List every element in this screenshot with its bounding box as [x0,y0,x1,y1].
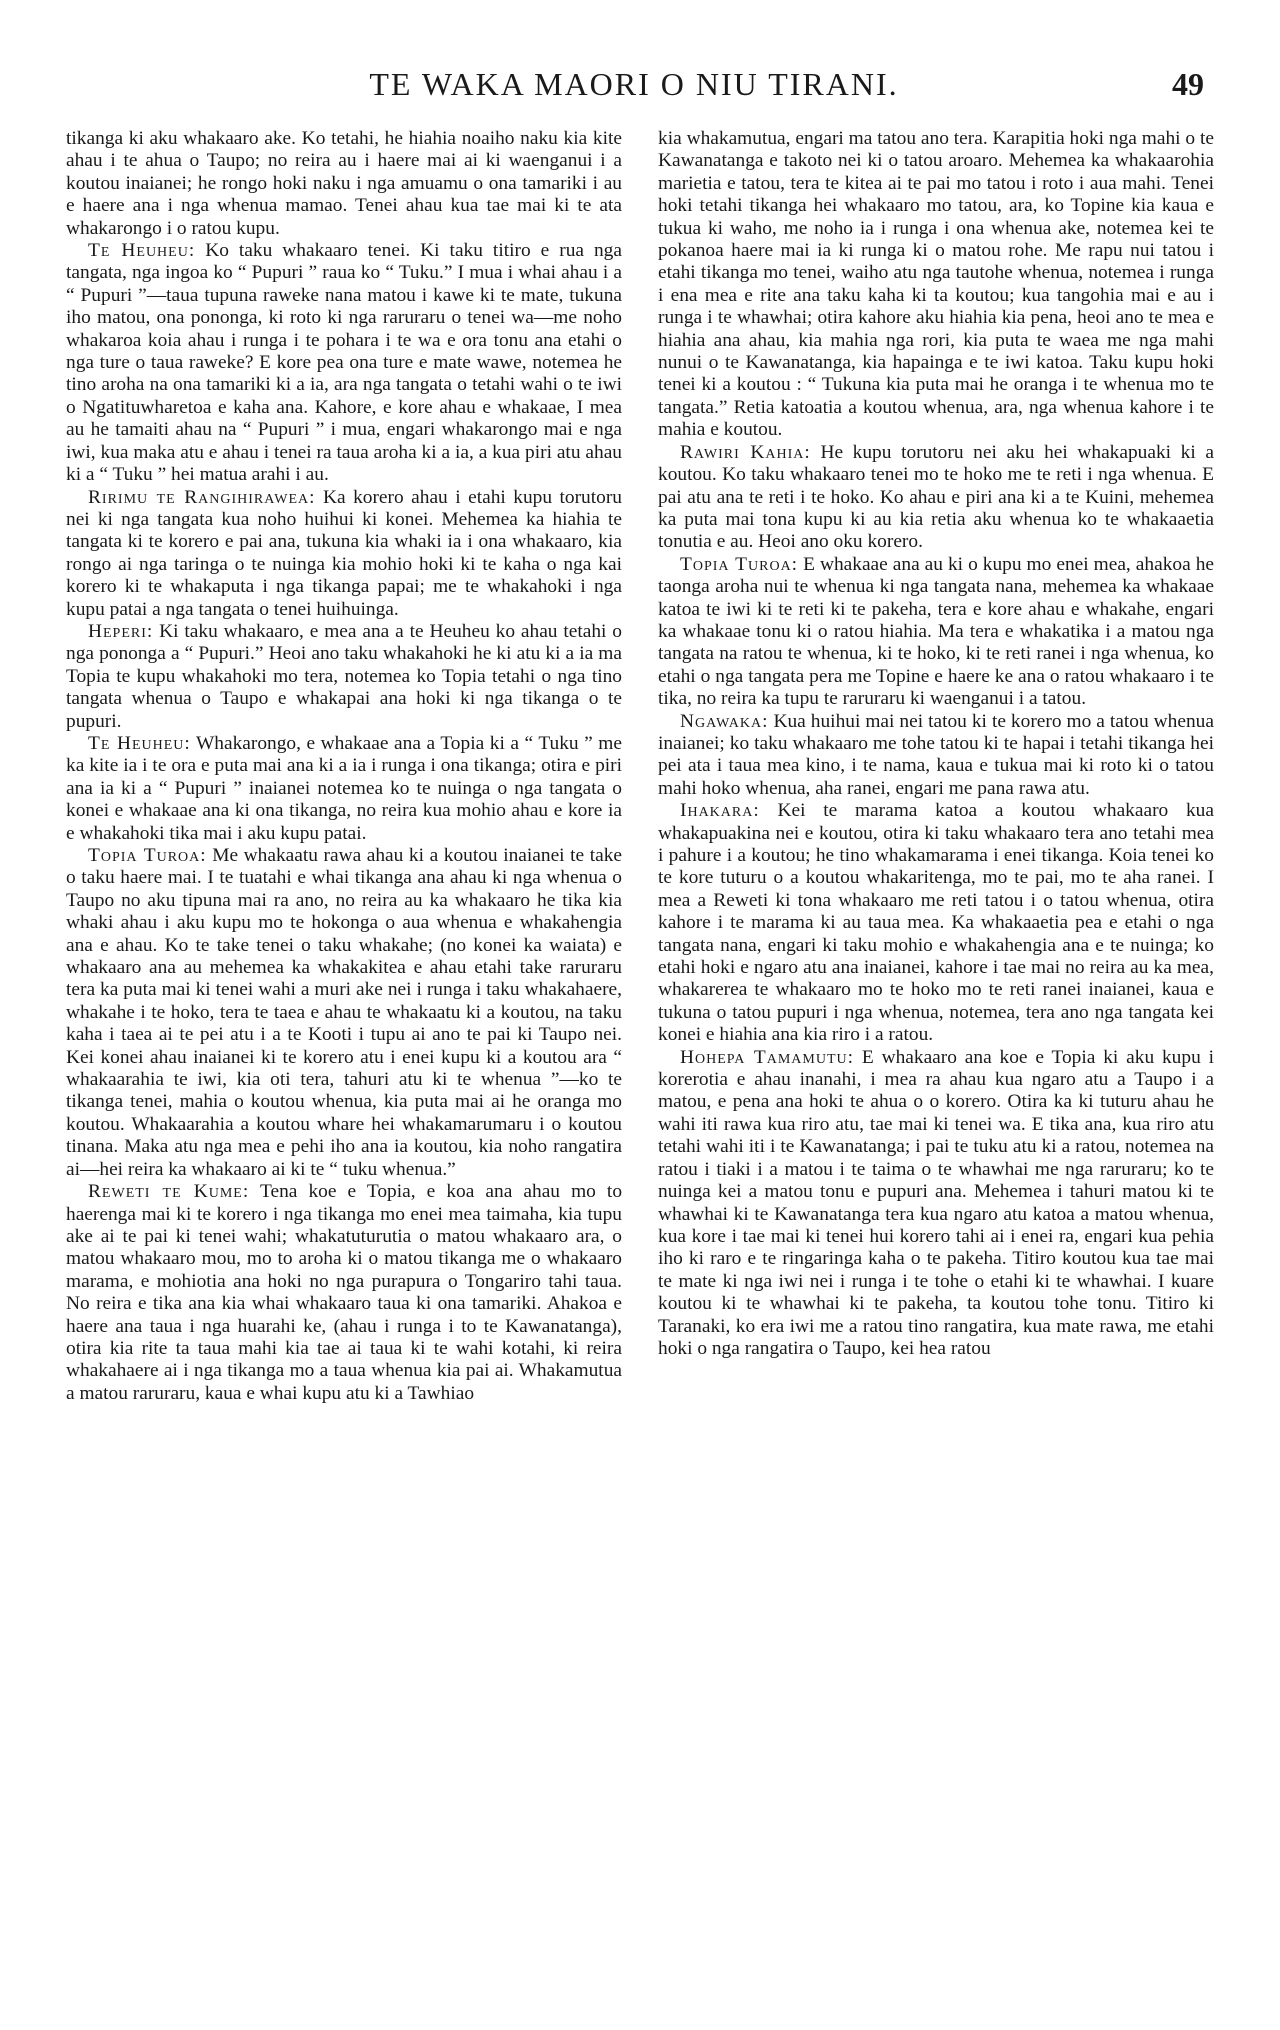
paragraph-text: Tena koe e Topia, e koa ana ahau mo to haerenga mai ki te korero i nga tikanga mo enei mea taimaha, kia tupu ake ai te pai ki tenei wahi; whakatuturutia o matou whakaaro ara, o matou whakaaro mou, mo to aroha ki o matou tikanga me o whakaaro marama, e mohiotia ana hoki no nga purapura o Tongariro tahi taua. No reira e tika ana kia whai whakaaro taua ki ona tamariki. Ahakoa e haere ana taua i nga huarahi ke, (ahau i runga i to te Kawanatanga), otira kia rite ta taua mahi kia tae ai taua ki te wahi kotahi, ki reira whakahaere ai i nga tikanga mo a taua whenua kia pai ai. Whakamutua a matou raruraru, kaua e whai kupu atu ki a Tawhiao [66,1181,623,1404]
paragraph-text: Ko taku whakaaro tenei. Ki taku titiro e rua nga tangata, nga ingoa ko “ Pupuri ” raua ko “ Tuku.” I mua i whai ahau i a “ Pupuri ”—taua tupuna raweke nana matou i kawe ki te mate, tukuna iho matou, ona pononga, ki roto ki nga raruraru o tenei wa—me noho whakaroa koia ahau i runga i te pohara i te wa e ora tonu ana etahi o nga ture o taua raweke? E kore pea ona ture e mate wawe, notemea he tino aroha na ona tamariki ki a ia, ara nga tangata o tetahi wahi o te iwi o Ngatituwharetoa e kaha ana. Kahore, e kore ahau e whakaae, I mea au he tamaiti ahau na “ Pupuri ” i mua, engari whakarongo mai e nga iwi, kua maka atu e ahau i tenei ra taua aroha ki a ia, a kua piri atu ahau ki a “ Tuku ” hei matua arahi i au. [66,240,622,486]
speaker-name: Heperi: [88,620,154,642]
paragraph-text: E whakaaro ana koe e Topia ki aku kupu i korerotia e ahau inanahi, i mea ra ahau kua ngaro atu a Taupo i a matou, e pena ana hoki te ahua o o korero. Otira ka ki tuturu ahau he wahi iti rawa kua riro atu, tae mai ki tenei wa. E tika ana, kua riro atu tetahi wahi iti i te Kawanatanga; i pai te tuku atu ki a ratou, notemea na ratou i tiaki i a matou i te taima o te whawhai me nga raruraru; ko te nuinga kei a matou tonu e pupuri ana. Mehemea i tahuri matou ki te whawhai ki te Kawanatanga tera kua ngaro atu katoa a matou whenua, kua kore i tae mai ki tenei hui korero tahi ai i enei ra, engari kua pehia iho ki raro e te ringaringa kaha o te pakeha. Titiro koutou kua tae mai te mate ki nga iwi nei i runga i te tohe o etahi ki te whawhai. I kuare koutou ki te whawhai ki te pakeha, ta koutou tohe tonu. Titiro ki Taranaki, ko era iwi me a ratou tino rangatira, kua mate rawa, me etahi hoki o nga rangatira o Taupo, kei hea ratou [658,1046,1214,1359]
paragraph-text: Ki taku whakaaro, e mea ana a te Heuheu ko ahau tetahi o nga pononga a “ Pupuri.” Heoi ano taku whakahoki he ki atu ki a ia ma Topia te kupu whakahoki mo tera, notemea ko Topia tetahi o nga tino tangata whenua o Taupo e whakapai ana hoki ki nga tikanga o te pupuri. [66,620,622,732]
speaker-name: Reweti te Kume: [88,1181,250,1203]
speaker-name: Topia Turoa: [680,553,799,575]
paragraph-text: Kua huihui mai nei tatou ki te korero mo a tatou whenua inaianei; ko taku whakaaro me tohe tatou ki te hapai i tetahi tikanga hei pei ata i taua mea kino, i te nama, kaua e tukua mai ki roto ki o tatou mahi hoko whenua, aha ranei, engari me pana rawa atu. [658,710,1214,799]
speaker-name: Te Heuheu: [88,732,191,754]
paragraph [658,800,1214,1046]
paragraph-text: Ka korero ahau i etahi kupu torutoru nei ki nga tangata kua noho huihui ki konei. Mehemea ka hiahia te tangata ki te korero e pai ana, tukuna kia whaki ia i ona whakaaro, kia rongo ai nga taringa o te nuinga kia mohio hoki ki te kaha o nga kai korero ki te whakaputa i nga tikanga papai; me te whakahoki i nga kupu patai a nga tangata o tenei huihuinga. [66,486,622,620]
paragraph-text: He kupu torutoru nei aku hei whakapuaki ki a koutou. Ko taku whakaaro tenei mo te hoko me te reti i nga whenua. E pai atu ana te reti i te hoko. Ko ahau e piri ana ki a te Kuini, mehemea ka puta mai tona kupu ki au kia retia aku whenua ko te whakaaetia tonutia e au. Heoi ano oku korero. [658,441,1214,553]
paragraph [66,733,622,845]
paragraph [66,487,622,621]
speaker-name: Topia Turoa: [88,845,207,866]
left-column [66,128,622,1405]
paragraph-text: tikanga ki aku whakaaro ake. Ko tetahi, he hiahia noaiho naku kia kite ahau i te ahua o Taupo; no reira au i haere mai ai ki waenganui i a koutou inaianei; he rongo hoki naku i nga amuamu o ona tamariki i au e haere ana i nga whenua mamao. Tenei ahau kua tae mai ki te ata whakarongo i o ratou kupu. [66,128,622,239]
paragraph [66,1181,622,1405]
paragraph [66,128,622,240]
page-number: 49 [1172,66,1204,102]
speaker-name: Ngawaka: [680,710,769,732]
paragraph-text: kia whakamutua, engari ma tatou ano tera. Karapitia hoki nga mahi o te Kawanatanga e takoto nei ki o tatou aroaro. Mehemea ka whakaarohia marietia e tatou, tera te kitea ai te pai mo tatou i roto i aua mahi. Tenei hoki tetahi tikanga hei whakaaro mo tatou, ara, ko Topine kia kaua e tukua ki waho, me noho ia i runga i ona whenua ake, notemea kei te pokanoa haere mai ia ki runga ki o matou rohe. Me rapu nui tatou i etahi tikanga mo tenei, waiho atu nga tautohe whenua, notemea i runga i ena mea e rite ana taku kaha ki ta koutou; kua tangohia mai e au i runga i te whawhai; otira kahore aku hiahia kia pena, heoi ano te mea e hiahia ana ahau, kia mahia nga rori, kia puta te waea me nga mahi nunui o te Kawanatanga, kia hapainga e te iwi katoa. Taku kupu hoki tenei ki a koutou : “ Tukuna kia puta mai he oranga i te whenua mo te tangata.” Retia katoatia a koutou whenua, ara, nga whenua kahore i te mahia e koutou. [658,128,1214,441]
paragraph-text: Whakarongo, e whakaae ana a Topia ki a “ Tuku ” me ka kite ia i te ora e puta mai ana ki a ia i runga i ona tikanga; otira e piri ana ia ki a “ Pupuri ” inaianei notemea ko te nuinga o nga tangata o konei e whakaae ana ki ona tikanga, no reira kua mohio ahau e kore ia e whakahoki tika mai i aku kupu patai. [66,732,622,844]
paragraph-text: Kei te marama katoa a koutou whakaaro kua whakapuakina nei e koutou, otira ki taku whakaaro tera ano tetahi mea i pahure i a koutou; he tino whakamarama i enei tikanga. Koia tenei ko te kore tuturu o a koutou whakaritenga, mo te pai, mo te aha ranei. I mea a Reweti ki tona whakaaro me reti tatou i o tatou whenua, otira kahore i te marama ki au taua mea. Ka whakaaetia pea e etahi o nga tangata nana, engari ki taku mohio e whakahengia ana e te nuinga; ko etahi hoki e ngaro atu ana inaianei, kahore i tae mai no reira au ka mea, whakarerea te whakaaro mo te hoko mo te reti ranei inaianei, kaua e tukuna o tatou pupuri i nga whenua, notemea, tera ano nga tangata kei konei e hiahia ana kia riro i a ratou. [658,800,1214,1046]
paragraph [658,442,1214,554]
running-head: TE WAKA MAORI O NIU TIRANI. [369,66,899,102]
speaker-name: Hohepa Tamamutu: [680,1046,855,1068]
page-header [64,66,1204,110]
paragraph [658,1047,1214,1361]
paragraph [66,845,622,1181]
paragraph [658,711,1214,801]
speaker-name: Ririmu te Rangihirawea: [88,486,316,508]
paragraph [658,554,1214,711]
speaker-name: Te Heuheu: [88,240,196,262]
paragraph [66,240,622,486]
paragraph [658,128,1214,442]
speaker-name: Rawiri Kahia: [680,441,811,463]
paragraph-text: Me whakaatu rawa ahau ki a koutou inaianei te take o taku haere mai. I te tuatahi e whai tikanga ana ahau ki nga whenua o Taupo no aku tipuna mai ra ano, no reira au ka whakaaro he tika kia whaki ahau i aku kupu mo te hokonga o aua whenua e whakahengia ana e ahau. Ko te take tenei o taku whakahe; (no konei ka waiata) e whakaaro ana au mehemea ka whakakitea e ahau etahi take raruraru tera ka puta mai ki tenei wahi a muri ake nei i runga i taku whakahaere, whakahe i te hoko, tera te taea e ahau te whakaatu ki a koutou, na taku kaha i taea ai te pei atu i a te Kooti i tupu ai ano te pai ki Taupo nei. Kei konei ahau inaianei ki te korero atu i enei kupu ki a koutou ara “ whakaarahia te iwi, kia oti tera, tahuri atu ki te whenua ”—ko te tikanga tenei, mahia o koutou whenua, kia puta mai ai he oranga mo koutou. Whakaarahia a koutou whare hei whakamarumaru i o koutou tinana. Maka atu nga mea e pehi iho ana ia koutou, kia noho rangatira ai—hei reira ka whakaaro ai ki te “ tuku whenua.” [66,845,622,1180]
right-column [658,128,1214,1360]
paragraph [66,621,622,733]
speaker-name: Ihakara: [680,800,760,822]
paragraph-text: E whakaae ana au ki o kupu mo enei mea, ahakoa he taonga aroha nui te whenua ki nga tangata nana, mehemea ka whakaae katoa te iwi ki te reti ki te pakeha, tera e kore ahau e whakahe, engari ka whakaae tonu ki o ratou hiahia. Ma tera e whakatika i a matou nga tangata na ratou te whenua, ki te hoko, ki te reti ranei i nga whenua, ko etahi o nga tangata pera me Topine e haere ke ana o ratou whakaaro i te tika, no reira ka tupu te raruraru ki waenganui i a tatou. [658,553,1214,710]
